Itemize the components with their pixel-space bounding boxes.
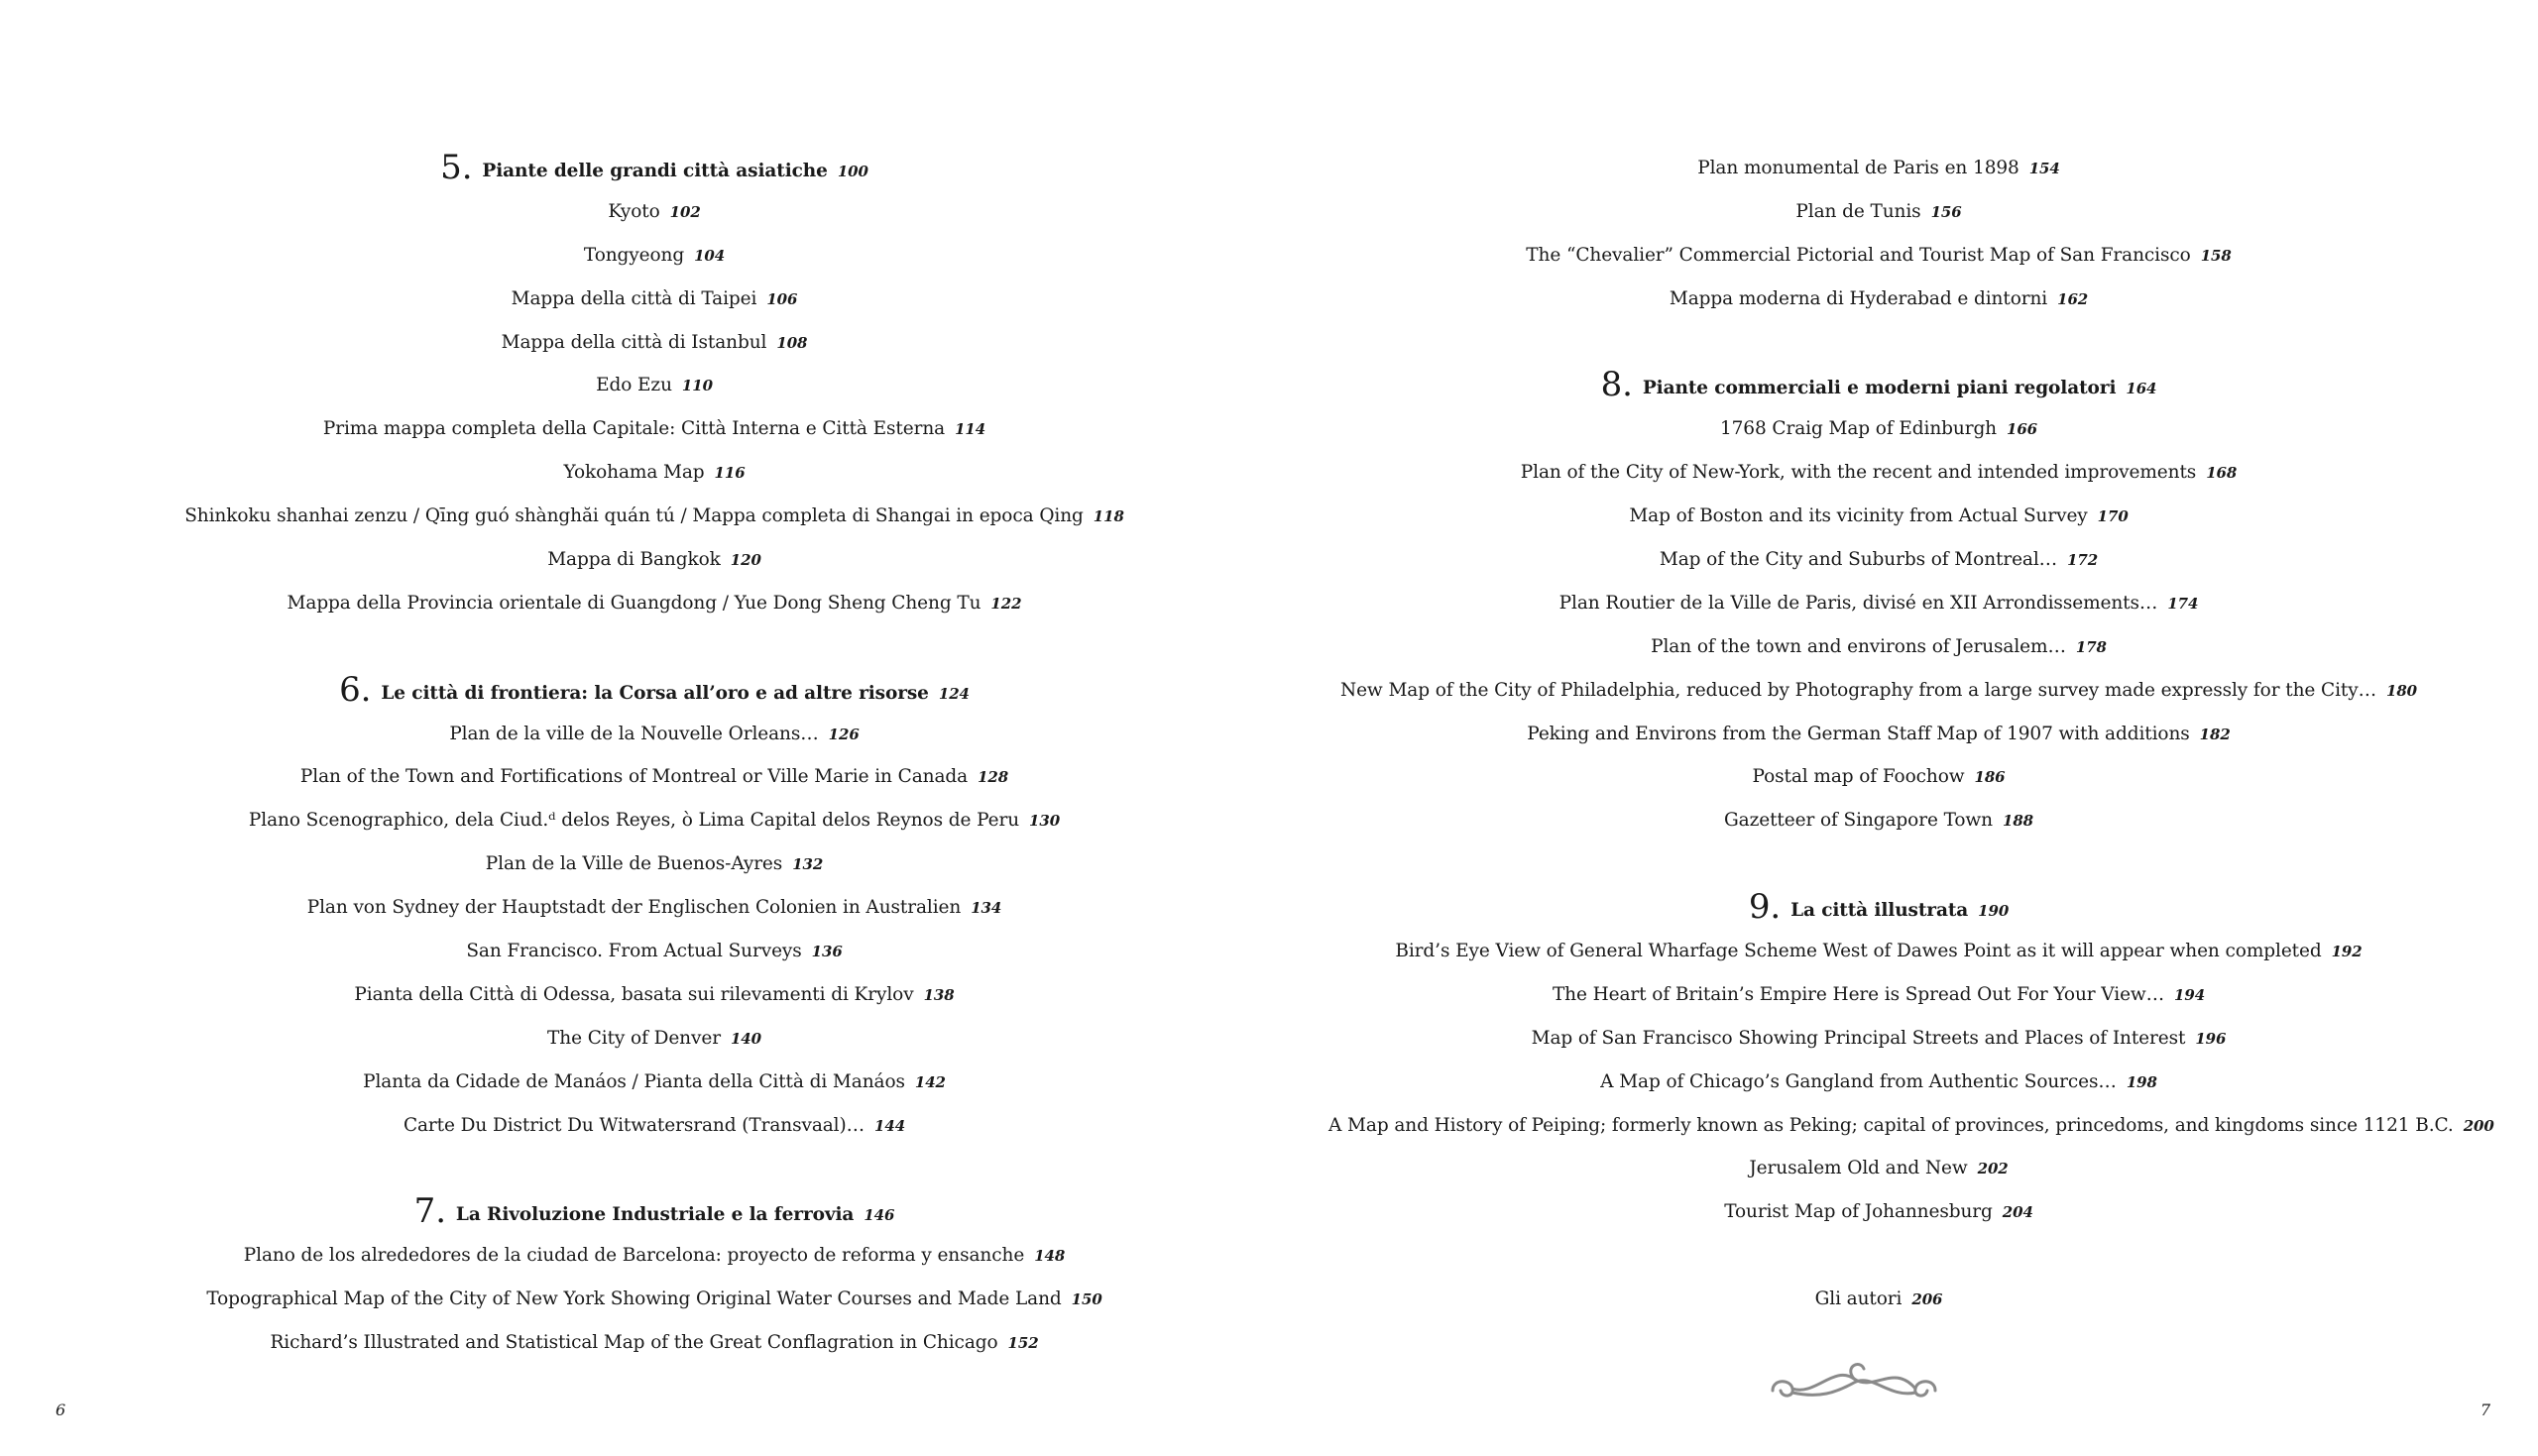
- entry-title: Gazetteer of Singapore Town: [1724, 810, 1993, 832]
- page-ref: 114: [955, 420, 986, 439]
- section-number: 9.: [1748, 887, 1782, 928]
- page-ref: 122: [990, 594, 1022, 613]
- page-ref: 150: [1071, 1290, 1102, 1309]
- toc-entry: [1328, 1017, 2429, 1061]
- section-number: 8.: [1600, 365, 1633, 405]
- toc-entry: [1328, 1278, 2429, 1321]
- toc-entry: [1328, 451, 2429, 495]
- page-ref: 100: [837, 163, 868, 180]
- entry-title: Tourist Map of Johannesburg: [1724, 1201, 1993, 1223]
- page-ref: 174: [2167, 594, 2199, 613]
- toc-entry: [1328, 625, 2429, 669]
- entry-title: 1768 Craig Map of Edinburgh: [1719, 418, 1997, 440]
- toc-entry: [139, 495, 1170, 538]
- entry-title: Edo Ezu: [596, 375, 672, 396]
- section-number: 7.: [413, 1191, 446, 1232]
- section-spacer: [139, 1147, 1170, 1190]
- page-ref: 156: [1930, 202, 1962, 221]
- page-ref: 154: [2028, 160, 2060, 177]
- entry-title: Map of the City and Suburbs of Montreal…: [1659, 549, 2058, 571]
- toc-entry: [1328, 190, 2429, 234]
- page-ref: 148: [1034, 1247, 1066, 1266]
- page-ref: 200: [2463, 1116, 2494, 1135]
- page-ref: 194: [2174, 985, 2206, 1004]
- entry-title: Plan of the town and environs of Jerusalem…: [1651, 635, 2066, 657]
- page-ref: 178: [2075, 637, 2107, 656]
- toc-entry: [139, 930, 1170, 973]
- toc-entry: [139, 364, 1170, 407]
- page-number-left: 6: [56, 1400, 66, 1419]
- page-ref: 204: [2002, 1203, 2033, 1222]
- entry-title: Mappa di Bangkok: [547, 549, 721, 571]
- toc-entry: [1328, 538, 2429, 582]
- page-ref: 142: [914, 1072, 946, 1091]
- section-number: 5.: [440, 148, 473, 187]
- toc-entry: [139, 1104, 1170, 1148]
- toc-entry: [139, 1278, 1170, 1321]
- toc-entry: [1328, 669, 2429, 713]
- page-ref: 138: [923, 985, 955, 1004]
- page-ref: 202: [1977, 1160, 2009, 1178]
- page-ref: 108: [776, 333, 808, 352]
- entry-title: Carte Du District Du Witwatersrand (Transvaal)…: [403, 1114, 865, 1136]
- page-ref: 192: [2331, 943, 2363, 961]
- toc-entry: [1328, 973, 2429, 1017]
- entry-title: A Map of Chicago’s Gangland from Authentic Sources…: [1600, 1070, 2117, 1092]
- left-toc-column: [139, 147, 1170, 1365]
- entry-title: New Map of the City of Philadelphia, reduced by Photography from a large survey made expressly for the City…: [1340, 679, 2376, 701]
- page-ref: 134: [971, 899, 1002, 918]
- section-spacer: [1328, 321, 2429, 365]
- entry-title: Plan de la ville de la Nouvelle Orleans…: [449, 723, 819, 744]
- entry-title: Gli autori: [1814, 1288, 1903, 1310]
- page-ref: 128: [978, 768, 1009, 787]
- toc-entry: [139, 842, 1170, 886]
- section-heading: [139, 147, 1170, 190]
- toc-entry: [1328, 407, 2429, 451]
- page-ref: 190: [1978, 902, 2010, 921]
- entry-title: Prima mappa completa della Capitale: Città Interna e Città Esterna: [322, 418, 946, 440]
- toc-entry: [1328, 930, 2429, 973]
- entry-title: Plan of the Town and Fortifications of Montreal or Ville Marie in Canada: [299, 766, 969, 788]
- page-ref: 182: [2199, 725, 2231, 743]
- page-ref: 170: [2097, 507, 2129, 526]
- section-title: La Rivoluzione Industriale e la ferrovia: [455, 1204, 855, 1226]
- section-heading: [1328, 364, 2429, 407]
- page-ref: 136: [811, 943, 843, 961]
- entry-title: Plano de los alrededores de la ciudad de Barcelona: proyecto de reforma y ensanche: [243, 1245, 1025, 1267]
- section-heading: [139, 1190, 1170, 1234]
- entry-title: Shinkoku shanhai zenzu / Qīng guó shànghăi quán tú / Mappa completa di Shangai in epoca Qing: [184, 505, 1084, 527]
- entry-title: Plan von Sydney der Hauptstadt der Englischen Colonien in Australien: [306, 897, 962, 919]
- page-ref: 180: [2385, 681, 2417, 700]
- toc-entry: [139, 321, 1170, 365]
- entry-title: Peking and Environs from the German Staff Map of 1907 with additions: [1527, 723, 2190, 744]
- page-ref: 162: [2057, 289, 2089, 308]
- entry-title: Mappa della città di Istanbul: [501, 331, 767, 353]
- entry-title: Map of Boston and its vicinity from Actual Survey: [1629, 505, 2088, 527]
- entry-title: Topographical Map of the City of New York Showing Original Water Courses and Made Land: [206, 1288, 1062, 1310]
- section-number: 6.: [339, 669, 372, 710]
- toc-entry: [1328, 1190, 2429, 1234]
- toc-entry: [1328, 234, 2429, 278]
- toc-entry: [139, 1234, 1170, 1278]
- page-ref: 188: [2002, 812, 2033, 831]
- entry-title: Planta da Cidade de Manáos / Pianta della Città di Manáos: [363, 1070, 905, 1092]
- entry-title: Jerusalem Old and New: [1749, 1158, 1968, 1179]
- flourish-ornament-icon: [1765, 1353, 1943, 1408]
- page-ref: 166: [2007, 420, 2038, 439]
- entry-title: Map of San Francisco Showing Principal Streets and Places of Interest: [1531, 1027, 2186, 1049]
- toc-entry: [139, 1321, 1170, 1365]
- section-spacer: [1328, 1234, 2429, 1278]
- toc-entry: [1328, 1147, 2429, 1190]
- toc-entry: [139, 278, 1170, 321]
- entry-title: Pianta della Città di Odessa, basata sui rilevamenti di Krylov: [354, 983, 914, 1005]
- page-number-right: 7: [2480, 1400, 2490, 1419]
- toc-entry: [1328, 582, 2429, 625]
- page-ref: 116: [714, 464, 746, 483]
- page-ref: 164: [2126, 380, 2157, 398]
- toc-entry: [139, 713, 1170, 756]
- toc-entry: [139, 1017, 1170, 1061]
- toc-entry: [1328, 1061, 2429, 1104]
- page-ref: 144: [874, 1116, 906, 1135]
- entry-title: Mappa della città di Taipei: [511, 287, 757, 309]
- section-spacer: [1328, 842, 2429, 886]
- page-ref: 118: [1093, 507, 1124, 526]
- toc-entry: [139, 582, 1170, 625]
- entry-title: Tongyeong: [583, 244, 685, 266]
- section-heading: [139, 669, 1170, 713]
- entry-title: San Francisco. From Actual Surveys: [466, 941, 802, 962]
- page-ref: 146: [864, 1206, 895, 1225]
- page-ref: 172: [2067, 551, 2099, 570]
- page-ref: 198: [2126, 1072, 2157, 1091]
- page-ref: 186: [1974, 768, 2006, 787]
- entry-title: Mappa della Provincia orientale di Guangdong / Yue Dong Sheng Cheng Tu: [287, 592, 981, 614]
- toc-entry: [1328, 713, 2429, 756]
- toc-entry: [139, 973, 1170, 1017]
- page-ref: 126: [828, 725, 860, 743]
- entry-title: Yokohama Map: [563, 462, 705, 484]
- toc-entry: [139, 1061, 1170, 1104]
- toc-entry: [139, 234, 1170, 278]
- entry-title: Plano Scenographico, dela Ciud.ᵈ delos Reyes, ò Lima Capital delos Reynos de Peru: [248, 810, 1020, 832]
- right-page: [1269, 0, 2538, 1456]
- toc-entry: [139, 190, 1170, 234]
- section-title: Le città di frontiera: la Corsa all’oro e ad altre risorse: [381, 682, 929, 704]
- entry-title: Bird’s Eye View of General Wharfage Scheme West of Dawes Point as it will appear when completed: [1395, 941, 2322, 962]
- toc-entry: [139, 451, 1170, 495]
- entry-title: Plan monumental de Paris en 1898: [1697, 158, 2019, 178]
- entry-title: Plan Routier de la Ville de Paris, divisé en XII Arrondissements…: [1558, 592, 2158, 614]
- page-ref: 124: [938, 684, 970, 703]
- page-ref: 206: [1911, 1290, 1943, 1309]
- page-ref: 168: [2206, 464, 2238, 483]
- toc-entry: [1328, 1104, 2494, 1148]
- page-ref: 130: [1029, 812, 1061, 831]
- entry-title: A Map and History of Peiping; formerly known as Peking; capital of provinces, princedoms, and kingdoms since 1121 B.C.: [1328, 1114, 2454, 1136]
- toc-entry: [1328, 495, 2429, 538]
- toc-entry: [1328, 755, 2429, 799]
- section-title: La città illustrata: [1790, 900, 1969, 922]
- page-ref: 196: [2195, 1029, 2227, 1048]
- entry-title: Plan de Tunis: [1795, 200, 1921, 222]
- page-ref: 120: [730, 551, 761, 570]
- toc-entry: [139, 799, 1170, 842]
- entry-title: Kyoto: [608, 200, 660, 222]
- entry-title: The City of Denver: [547, 1027, 721, 1049]
- section-title: Piante delle grandi città asiatiche: [482, 161, 828, 181]
- page-ref: 132: [792, 855, 824, 874]
- entry-title: Mappa moderna di Hyderabad e dintorni: [1669, 287, 2048, 309]
- right-toc-column: [1328, 147, 2494, 1321]
- page-ref: 152: [1007, 1334, 1039, 1353]
- page-ref: 110: [681, 377, 713, 395]
- entry-title: Plan de la Ville de Buenos-Ayres: [485, 853, 783, 875]
- page-ref: 106: [766, 289, 798, 308]
- toc-entry: [139, 886, 1170, 930]
- toc-entry: [139, 538, 1170, 582]
- toc-entry: [1328, 799, 2429, 842]
- entry-title: Plan of the City of New-York, with the recent and intended improvements: [1520, 462, 2197, 484]
- entry-title: The “Chevalier” Commercial Pictorial and Tourist Map of San Francisco: [1526, 244, 2191, 266]
- entry-title: Richard’s Illustrated and Statistical Map of the Great Conflagration in Chicago: [270, 1332, 998, 1354]
- toc-entry: [139, 755, 1170, 799]
- page-ref: 140: [730, 1029, 761, 1048]
- page-ref: 158: [2200, 246, 2232, 265]
- entry-title: Postal map of Foochow: [1752, 766, 1965, 788]
- page-ref: 102: [669, 202, 701, 221]
- section-title: Piante commerciali e moderni piani regolatori: [1642, 378, 2117, 399]
- toc-entry: [1328, 278, 2429, 321]
- section-spacer: [139, 625, 1170, 669]
- toc-entry: [139, 407, 1170, 451]
- page-ref: 104: [694, 246, 726, 265]
- section-heading: [1328, 886, 2429, 930]
- entry-title: The Heart of Britain’s Empire Here is Spread Out For Your View…: [1552, 983, 2165, 1005]
- toc-entry: [1328, 147, 2429, 190]
